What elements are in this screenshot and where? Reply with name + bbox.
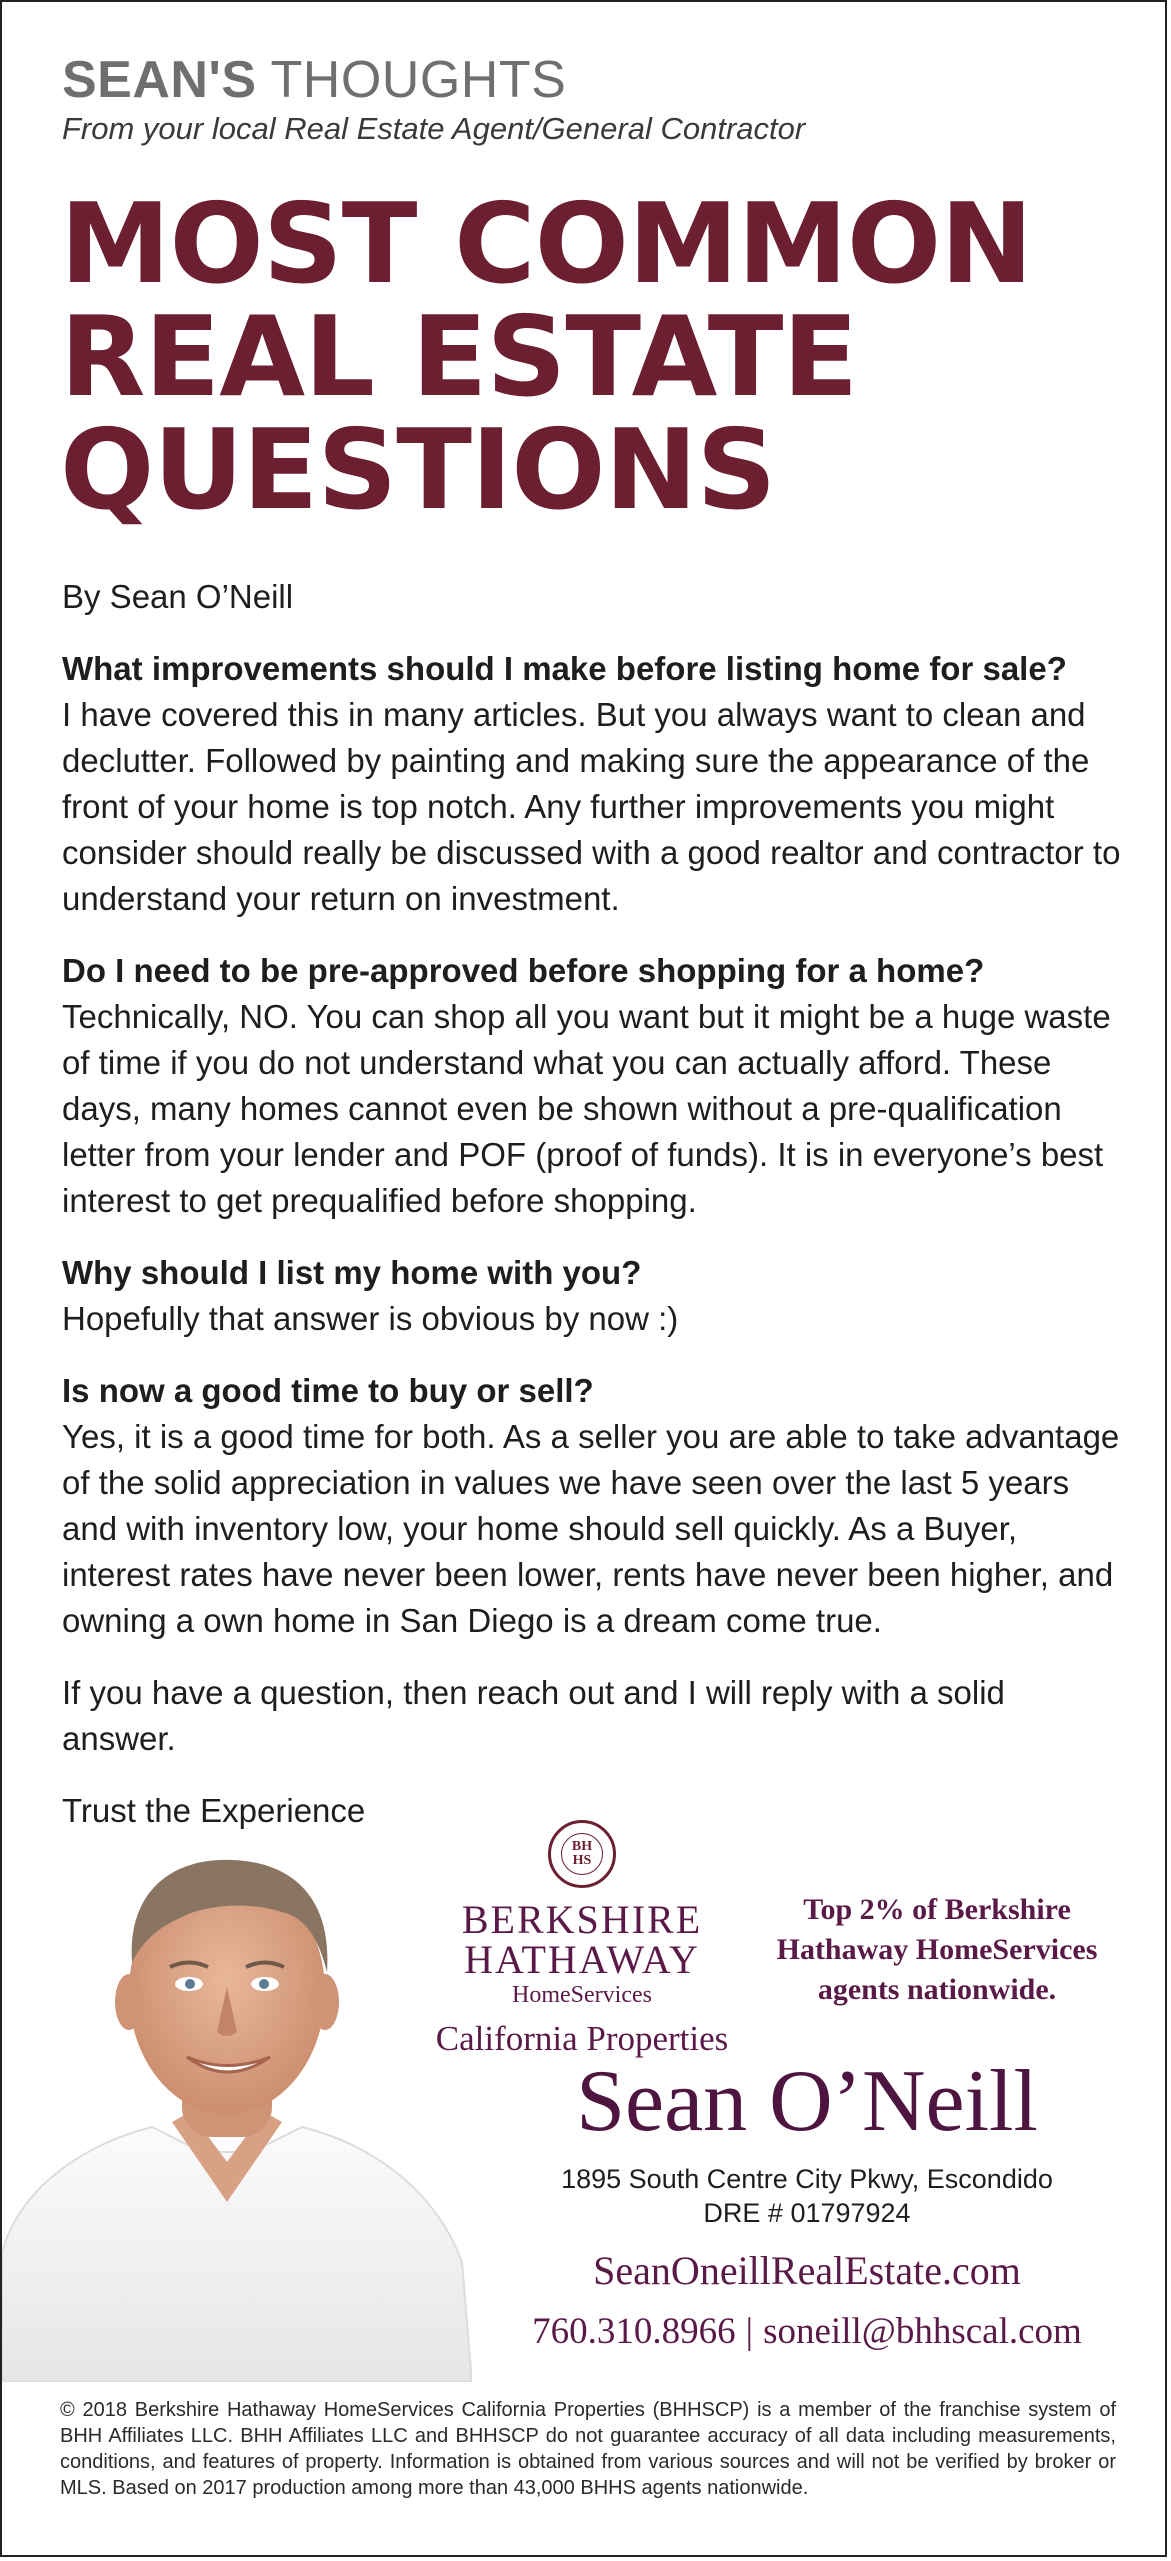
qa-item [62, 1368, 1122, 1644]
agent-contact [482, 2308, 1132, 2356]
agent-address-block [482, 2162, 1132, 2230]
tagline: From your local Real Estate Agent/General Contractor [62, 111, 806, 146]
brokerage-logo [397, 1820, 767, 2062]
agent-phone: 760.310.8966 [532, 2311, 736, 2352]
agent-name: Sean O’Neill [576, 2053, 1038, 2150]
qa-item [62, 1250, 1122, 1342]
brokerage-line-1: BERKSHIRE [461, 1897, 703, 1942]
legal-disclaimer: © 2018 Berkshire Hathaway HomeServices California Properties (BHHSCP) is a member of the franchise system of BHH Affiliates LLC. BHH Affiliates LLC and BHHSCP do not guarantee accuracy of all data including measurements, conditions, and features of property. Information is obtained from various sources and will not be verified by broker or MLS. Based on 2017 production among more than 43,000 BHHS agents nationwide. [60, 2399, 1116, 2499]
masthead [62, 50, 805, 148]
question: Why should I list my home with you? [62, 1254, 642, 1291]
agent-address: 1895 South Centre City Pkwy, Escondido [561, 2164, 1053, 2194]
headline-line-2: REAL ESTATE [60, 293, 858, 422]
answer: Technically, NO. You can shop all you want but it might be a huge waste of time if you do not understand what you can actually afford. These days, many homes cannot even be shown without a pre-qualification letter from your lender and POF (proof of funds). It is in everyone’s best interest to get prequalified before shopping. [62, 998, 1111, 1219]
seal-text: BH HS [561, 1833, 603, 1875]
agent-license: DRE # 01797924 [703, 2198, 911, 2228]
brand-rest: THOUGHTS [270, 51, 567, 109]
qa-item [62, 948, 1122, 1224]
brokerage-line-3: HomeServices [512, 1982, 652, 2008]
question: Do I need to be pre-approved before shopping for a home? [62, 952, 985, 989]
brand-bold: SEAN'S [62, 51, 257, 109]
signoff: Trust the Experience [62, 1792, 366, 1829]
qa-item [62, 646, 1122, 922]
answer: Hopefully that answer is obvious by now :) [62, 1300, 679, 1337]
answer: I have covered this in many articles. But you always want to clean and declutter. Followed by painting and making sure the appearance of the front of your home is top notch. Any further improvements you might consider should really be discussed with a good realtor and contractor to understand your return on investment. [62, 696, 1121, 917]
closing-line: If you have a question, then reach out and I will reply with a solid answer. [62, 1674, 1005, 1757]
contact-separator: | [745, 2311, 754, 2352]
article-body [62, 574, 1122, 1834]
brokerage-line-2: HATHAWAY [464, 1937, 700, 1982]
ranking-statement: Top 2% of Berkshire Hathaway HomeServices agents nationwide. [776, 1893, 1098, 2006]
byline: By Sean O’Neill [62, 578, 294, 615]
headline-line-1: MOST COMMON [60, 180, 1033, 309]
bhhs-seal-icon [548, 1820, 616, 1888]
column-brand [62, 50, 805, 110]
question: What improvements should I make before listing home for sale? [62, 650, 1067, 687]
question: Is now a good time to buy or sell? [62, 1372, 594, 1409]
answer: Yes, it is a good time for both. As a seller you are able to take advantage of the solid appreciation in values we have seen over the last 5 years and with inventory low, your home should sell quickly. As a Buyer, interest rates have never been lower, rents have never been higher, and owning a own home in San Diego is a dream come true. [62, 1418, 1120, 1639]
agent-email: soneill@bhhscal.com [763, 2311, 1082, 2352]
headline-line-3: QUESTIONS [60, 406, 776, 535]
brokerage-region: California Properties [435, 2019, 729, 2058]
headline [60, 180, 1140, 535]
agent-website: SeanOneillRealEstate.com [593, 2248, 1021, 2293]
